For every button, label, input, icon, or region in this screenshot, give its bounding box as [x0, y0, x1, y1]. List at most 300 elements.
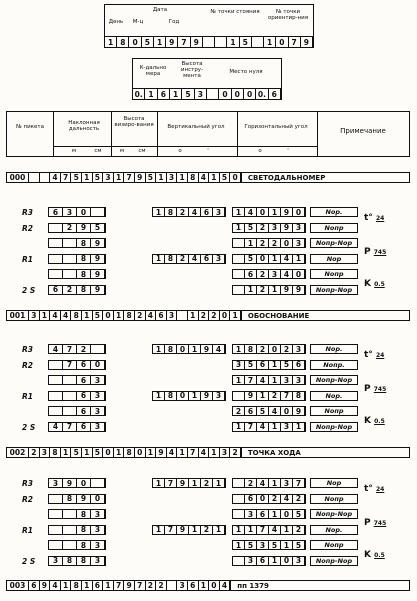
vertical-digit-cell: 0: [177, 345, 189, 353]
distance-digit-cell: 8: [63, 495, 77, 503]
vertical-digit-cell: 1: [153, 255, 165, 263]
note-cell: Nопр-Nор: [310, 556, 358, 566]
horizontal-digit-cell: 4: [269, 526, 281, 534]
note-cell: Nор.: [310, 344, 358, 354]
vertical-digit-cell: 2: [177, 255, 189, 263]
distance-digit-cell: [49, 239, 63, 247]
distance-digit-cell: 9: [63, 479, 77, 487]
horizontal-digit-cell: 0: [257, 208, 269, 216]
horizontal-digit-cell: 1: [233, 208, 245, 216]
scale-label: К-дально мера: [139, 65, 167, 77]
distance-grid: [48, 422, 106, 432]
distance-digit-cell: [63, 270, 77, 278]
date-digit-cell: 8: [117, 37, 129, 48]
horizontal-digit-cell: 2: [293, 526, 305, 534]
orient-label: № точки ориентир-ния: [267, 9, 309, 21]
vertical-digit-cell: 9: [177, 479, 189, 487]
horizontal-digit-cell: 5: [245, 361, 257, 369]
distance-digit-cell: 9: [77, 495, 91, 503]
strip-digit-cell: 1: [82, 173, 93, 182]
horizontal-digit-cell: 0: [293, 270, 305, 278]
unit-deg-2: о: [258, 148, 262, 154]
distance-digit-cell: [49, 510, 63, 518]
range-label: 2 S: [22, 422, 36, 432]
horizontal-digit-cell: 6: [257, 361, 269, 369]
strip-digit-cell: 1: [177, 173, 188, 182]
strip-digit-cell: 7: [135, 581, 146, 590]
vertical-digit-cell: 1: [153, 526, 165, 534]
unit-min-1: ': [207, 148, 209, 154]
param-value: 0.5: [374, 281, 385, 288]
param-symbol: t°: [364, 350, 376, 360]
vertical-digit-cell: 9: [201, 345, 213, 353]
range-label: R1: [22, 391, 33, 401]
vertical-digit-cell: 1: [189, 345, 201, 353]
strip-digit-cell: 2: [29, 448, 40, 457]
meta-digit-cell: 6: [269, 89, 281, 100]
param-value: 0.5: [374, 418, 385, 425]
vertical-digit-cell: 4: [213, 345, 225, 353]
height-label: Высота инстру-мента: [180, 61, 204, 79]
note-cell: Nор.: [310, 525, 358, 535]
strip-digit-cell: 4: [199, 448, 210, 457]
unit-cm-2: см: [138, 148, 146, 154]
param-p: [364, 518, 386, 528]
vertical-digit-cell: 1: [213, 526, 225, 534]
vertical-digit-cell: 8: [165, 208, 177, 216]
distance-digit-cell: 8: [77, 239, 91, 247]
strip-digit-cell: 2: [156, 581, 167, 590]
vertical-digit-cell: 1: [213, 479, 225, 487]
observation-block-1: [0, 207, 417, 302]
distance-grid: [48, 375, 106, 385]
vertical-digit-cell: 3: [213, 392, 225, 400]
distance-digit-cell: 4: [49, 345, 63, 353]
distance-digit-cell: 8: [77, 557, 91, 565]
horizontal-digit-cell: 3: [293, 345, 305, 353]
horizontal-angle-grid: [232, 285, 306, 295]
distance-digit-cell: [49, 407, 63, 415]
distance-digit-cell: [49, 224, 63, 232]
horizontal-digit-cell: 9: [281, 208, 293, 216]
horizontal-digit-cell: 7: [293, 479, 305, 487]
horizontal-digit-cell: 0: [281, 557, 293, 565]
strip-digit-cell: 9: [124, 581, 135, 590]
strip-digit-cell: 4: [50, 311, 61, 320]
horizontal-digit-cell: 1: [269, 255, 281, 263]
horizontal-digit-cell: 2: [233, 407, 245, 415]
vertical-digit-cell: 6: [201, 208, 213, 216]
distance-digit-cell: 9: [91, 270, 105, 278]
horizontal-digit-cell: 3: [245, 510, 257, 518]
meta-digit-cell: 5: [182, 89, 194, 100]
horizontal-angle-grid: [232, 422, 306, 432]
distance-digit-cell: 3: [91, 376, 105, 384]
strip-digit-cell: 1: [82, 448, 93, 457]
table-header: [6, 111, 410, 157]
strip-digit-cell: 1: [146, 448, 157, 457]
distance-grid: [48, 525, 106, 535]
vertical-angle-grid: [152, 478, 226, 488]
distance-digit-cell: 6: [77, 361, 91, 369]
horizontal-digit-cell: 0: [281, 239, 293, 247]
vertical-digit-cell: 1: [153, 208, 165, 216]
strip-digit-cell: 1: [61, 581, 72, 590]
distance-digit-cell: [63, 407, 77, 415]
horizontal-digit-cell: 1: [233, 224, 245, 232]
strip-digit-cell: 1: [114, 173, 125, 182]
horizontal-angle-grid: [232, 223, 306, 233]
strip-digit-cell: 7: [61, 173, 72, 182]
horizontal-digit-cell: 4: [257, 423, 269, 431]
horizontal-digit-cell: 6: [293, 361, 305, 369]
strip-digit-cell: 0: [103, 311, 114, 320]
horizontal-digit-cell: 3: [281, 479, 293, 487]
horizontal-angle-grid: [232, 207, 306, 217]
strip-digit-cell: 0: [103, 448, 114, 457]
horizontal-digit-cell: [233, 557, 245, 565]
horizontal-digit-cell: 1: [269, 361, 281, 369]
horizontal-digit-cell: 3: [269, 224, 281, 232]
strip-digit-cell: 8: [124, 448, 135, 457]
range-label: 2 S: [22, 285, 36, 295]
horizontal-digit-cell: 2: [269, 392, 281, 400]
distance-digit-cell: 0: [91, 361, 105, 369]
strip-digit-cell: 6: [188, 581, 199, 590]
distance-digit-cell: [49, 541, 63, 549]
distance-digit-cell: 3: [91, 392, 105, 400]
note-cell: Nор.: [310, 391, 358, 401]
vertical-digit-cell: 9: [201, 392, 213, 400]
horizontal-digit-cell: 3: [281, 376, 293, 384]
horizontal-angle-grid: [232, 525, 306, 535]
horizontal-digit-cell: 9: [281, 286, 293, 294]
horizontal-angle-grid: [232, 360, 306, 370]
range-label: R3: [22, 208, 33, 217]
horizontal-digit-cell: 1: [233, 541, 245, 549]
distance-digit-cell: 3: [91, 541, 105, 549]
horizontal-digit-cell: 3: [293, 224, 305, 232]
month-label: М-ц: [132, 19, 144, 25]
note-cell: Nопр: [310, 269, 358, 279]
horizontal-digit-cell: 4: [257, 376, 269, 384]
param-symbol: K: [364, 550, 375, 560]
horizontal-digit-cell: 3: [293, 557, 305, 565]
horizontal-digit-cell: 6: [257, 510, 269, 518]
horizontal-digit-cell: 5: [245, 224, 257, 232]
distance-digit-cell: 9: [91, 255, 105, 263]
horizontal-digit-cell: 2: [245, 479, 257, 487]
strip-digit-cell: 3: [29, 311, 40, 320]
strip-digit-cell: 1: [114, 448, 125, 457]
horizontal-digit-cell: 6: [245, 270, 257, 278]
note-cell: Nопр-Nор: [310, 375, 358, 385]
horizontal-digit-cell: 1: [269, 286, 281, 294]
param-t: [364, 484, 384, 494]
distance-digit-cell: 9: [91, 286, 105, 294]
distance-digit-cell: 3: [49, 557, 63, 565]
distance-digit-cell: 7: [63, 345, 77, 353]
unit-m-2: м: [119, 148, 125, 154]
distance-digit-cell: 6: [49, 286, 63, 294]
distance-digit-cell: 8: [77, 510, 91, 518]
vertical-angle-grid: [152, 254, 226, 264]
strip-digit-cell: 5: [71, 448, 82, 457]
date-digit-cell: 7: [178, 37, 190, 48]
strip-digit-cell: 6: [93, 581, 104, 590]
note-cell: Nопр: [310, 540, 358, 550]
strip-digit-cell: 1: [82, 581, 93, 590]
distance-digit-cell: 6: [77, 407, 91, 415]
vertical-digit-cell: 9: [177, 526, 189, 534]
year-label: Год: [168, 19, 180, 25]
unit-deg-1: о: [178, 148, 182, 154]
vertical-angle-grid: [152, 525, 226, 535]
vertical-digit-cell: 3: [213, 255, 225, 263]
strip-digit-cell: [167, 581, 178, 590]
vertical-digit-cell: 1: [153, 479, 165, 487]
horizontal-digit-cell: [233, 286, 245, 294]
horizontal-angle-grid: [232, 254, 306, 264]
meta-digit-cell: 0: [219, 89, 231, 100]
strip-digit-cell: 8: [50, 448, 61, 457]
distance-grid: [48, 509, 106, 519]
vertical-digit-cell: 1: [153, 345, 165, 353]
horizontal-digit-cell: 8: [245, 345, 257, 353]
horizontal-digit-cell: 4: [269, 407, 281, 415]
date-digit-cell: 9: [166, 37, 178, 48]
date-digit-cell: 1: [105, 37, 117, 48]
strip-digit-cell: 1: [40, 311, 51, 320]
strip-digit-cell: [29, 173, 40, 182]
horizontal-digit-cell: 5: [257, 407, 269, 415]
note-cell: Nопр: [310, 494, 358, 504]
horizontal-digit-cell: 7: [257, 526, 269, 534]
vertical-digit-cell: 1: [189, 479, 201, 487]
strip-digit-cell: 002: [7, 448, 29, 457]
distance-digit-cell: [49, 526, 63, 534]
horizontal-digit-cell: 4: [281, 255, 293, 263]
distance-grid: [48, 207, 106, 217]
horizontal-digit-cell: [233, 479, 245, 487]
param-k: [364, 550, 385, 560]
horizontal-digit-cell: 8: [293, 392, 305, 400]
horizontal-digit-cell: [233, 239, 245, 247]
station-label: № точки стояния: [210, 9, 260, 15]
strip-digit-cell: 4: [220, 581, 231, 590]
vertical-digit-cell: 8: [165, 345, 177, 353]
horizontal-digit-cell: [233, 495, 245, 503]
distance-digit-cell: 2: [77, 345, 91, 353]
distance-digit-cell: [63, 510, 77, 518]
note-cell: Nор.: [310, 207, 358, 217]
meta-digit-cell: 6: [158, 89, 170, 100]
vertical-angle-grid: [152, 391, 226, 401]
strip-digit-cell: 5: [93, 448, 104, 457]
vertical-digit-cell: 4: [189, 208, 201, 216]
distance-digit-cell: 6: [77, 392, 91, 400]
range-label: R3: [22, 479, 33, 488]
param-symbol: P: [364, 247, 374, 257]
strip-digit-cell: 1: [82, 311, 93, 320]
horizontal-angle-grid: [232, 556, 306, 566]
horizontal-digit-cell: 5: [245, 255, 257, 263]
strip-digit-cell: 1: [177, 448, 188, 457]
strip-digit-cell: 6: [156, 311, 167, 320]
strip-digit-cell: 1: [103, 581, 114, 590]
date-digit-cell: 0: [129, 37, 141, 48]
horizontal-digit-cell: 9: [245, 392, 257, 400]
distance-digit-cell: 3: [49, 479, 63, 487]
distance-grid: [48, 406, 106, 416]
strip-digit-cell: 5: [93, 173, 104, 182]
distance-digit-cell: [63, 541, 77, 549]
strip-description: пп 1379: [230, 581, 409, 590]
horizontal-digit-cell: 1: [269, 479, 281, 487]
strip-digit-cell: 8: [71, 311, 82, 320]
horizontal-digit-cell: 1: [233, 345, 245, 353]
strip-digit-cell: 001: [7, 311, 29, 320]
note-cell: Nор: [310, 254, 358, 264]
distance-grid: [48, 360, 106, 370]
param-symbol: P: [364, 518, 374, 528]
summary-strip-003: [6, 580, 410, 591]
horizontal-digit-cell: 2: [257, 286, 269, 294]
date-digit-cell: 1: [264, 37, 276, 48]
date-digit-cell: 9: [191, 37, 203, 48]
distance-digit-cell: [49, 495, 63, 503]
horizontal-digit-cell: 1: [233, 423, 245, 431]
note-cell: Nопр-Nор: [310, 422, 358, 432]
observation-block-3: [0, 478, 417, 573]
meta-digit-row: [133, 88, 281, 100]
distance-grid: [48, 344, 106, 354]
distance-digit-cell: 6: [77, 423, 91, 431]
distance-digit-cell: [91, 208, 105, 216]
horizontal-digit-cell: 6: [245, 495, 257, 503]
horizontal-digit-cell: 2: [257, 345, 269, 353]
strip-digit-cell: 1: [199, 581, 210, 590]
distance-digit-cell: [63, 376, 77, 384]
horizontal-angle-grid: [232, 375, 306, 385]
horizontal-angle-grid: [232, 406, 306, 416]
horizontal-digit-cell: 4: [281, 270, 293, 278]
distance-digit-cell: [91, 345, 105, 353]
strip-digit-cell: 0: [220, 311, 231, 320]
horizontal-digit-cell: 4: [281, 495, 293, 503]
distance-digit-cell: 7: [63, 423, 77, 431]
strip-digit-cell: 6: [29, 581, 40, 590]
date-digit-cell: 7: [289, 37, 301, 48]
range-label: R2: [22, 360, 33, 370]
param-symbol: P: [364, 384, 374, 394]
param-value: 0.5: [374, 552, 385, 559]
strip-digit-cell: 0: [209, 581, 220, 590]
summary-strip-002: [6, 447, 410, 458]
vertical-digit-cell: 8: [165, 255, 177, 263]
horizontal-digit-cell: 5: [281, 361, 293, 369]
strip-digit-cell: 3: [40, 448, 51, 457]
horizontal-digit-cell: 2: [269, 239, 281, 247]
strip-digit-cell: 8: [71, 581, 82, 590]
distance-digit-cell: 0: [77, 208, 91, 216]
param-value: 24: [375, 486, 385, 493]
param-p: [364, 247, 386, 257]
vertical-angle-grid: [152, 344, 226, 354]
distance-digit-cell: 8: [77, 286, 91, 294]
horizontal-digit-cell: 5: [245, 541, 257, 549]
distance-digit-cell: 6: [49, 208, 63, 216]
date-digit-cell: 1: [154, 37, 166, 48]
top-digit-row: [105, 36, 313, 48]
horizontal-angle-grid: [232, 391, 306, 401]
date-digit-cell: [203, 37, 215, 48]
strip-digit-cell: 2: [146, 581, 157, 590]
strip-digit-cell: 4: [61, 311, 72, 320]
meta-digit-cell: 1: [170, 89, 182, 100]
strip-digit-cell: 9: [156, 448, 167, 457]
horizontal-digit-cell: 1: [269, 557, 281, 565]
horizontal-angle-grid: [232, 269, 306, 279]
horizontal-digit-cell: 1: [269, 423, 281, 431]
horizontal-digit-cell: [233, 392, 245, 400]
distance-grid: [48, 494, 106, 504]
horizontal-digit-cell: 2: [257, 224, 269, 232]
distance-digit-cell: 8: [77, 270, 91, 278]
strip-digit-cell: 2: [199, 311, 210, 320]
vertical-header: Вертикальный угол: [167, 124, 225, 130]
distance-grid: [48, 285, 106, 295]
distance-digit-cell: 5: [91, 224, 105, 232]
param-symbol: K: [364, 416, 375, 426]
notes-header: Примечание: [340, 127, 386, 135]
strip-digit-cell: 1: [209, 448, 220, 457]
horizontal-digit-cell: 1: [245, 526, 257, 534]
strip-digit-cell: 8: [188, 173, 199, 182]
picket-header: № пикета: [16, 124, 44, 130]
horizontal-digit-cell: 1: [233, 376, 245, 384]
vertical-digit-cell: 1: [153, 392, 165, 400]
strip-description: СВЕТОДАЛЬНОМЕР: [241, 173, 409, 182]
distance-digit-cell: 6: [77, 376, 91, 384]
date-digit-cell: 0: [276, 37, 288, 48]
vertical-digit-cell: 7: [165, 526, 177, 534]
distance-digit-cell: 0: [77, 479, 91, 487]
horizontal-angle-grid: [232, 238, 306, 248]
strip-digit-cell: 1: [61, 448, 72, 457]
strip-digit-cell: 7: [124, 173, 135, 182]
horizontal-digit-cell: 3: [257, 541, 269, 549]
zero-label: Место нуля: [229, 69, 263, 75]
horizontal-digit-cell: 1: [281, 541, 293, 549]
day-label: День: [108, 19, 124, 25]
strip-digit-cell: 4: [167, 448, 178, 457]
summary-strip-001: [6, 310, 410, 321]
vertical-digit-cell: 3: [213, 208, 225, 216]
param-symbol: t°: [364, 213, 376, 223]
strip-digit-cell: 4: [199, 173, 210, 182]
distance-digit-cell: 7: [63, 361, 77, 369]
vertical-digit-cell: 1: [189, 526, 201, 534]
distance-grid: [48, 223, 106, 233]
param-value: 745: [373, 249, 387, 256]
strip-digit-cell: 4: [50, 173, 61, 182]
horizontal-angle-grid: [232, 344, 306, 354]
horizontal-digit-cell: 9: [293, 286, 305, 294]
range-label: R2: [22, 223, 33, 233]
strip-digit-cell: 003: [7, 581, 29, 590]
vertical-digit-cell: 2: [201, 479, 213, 487]
